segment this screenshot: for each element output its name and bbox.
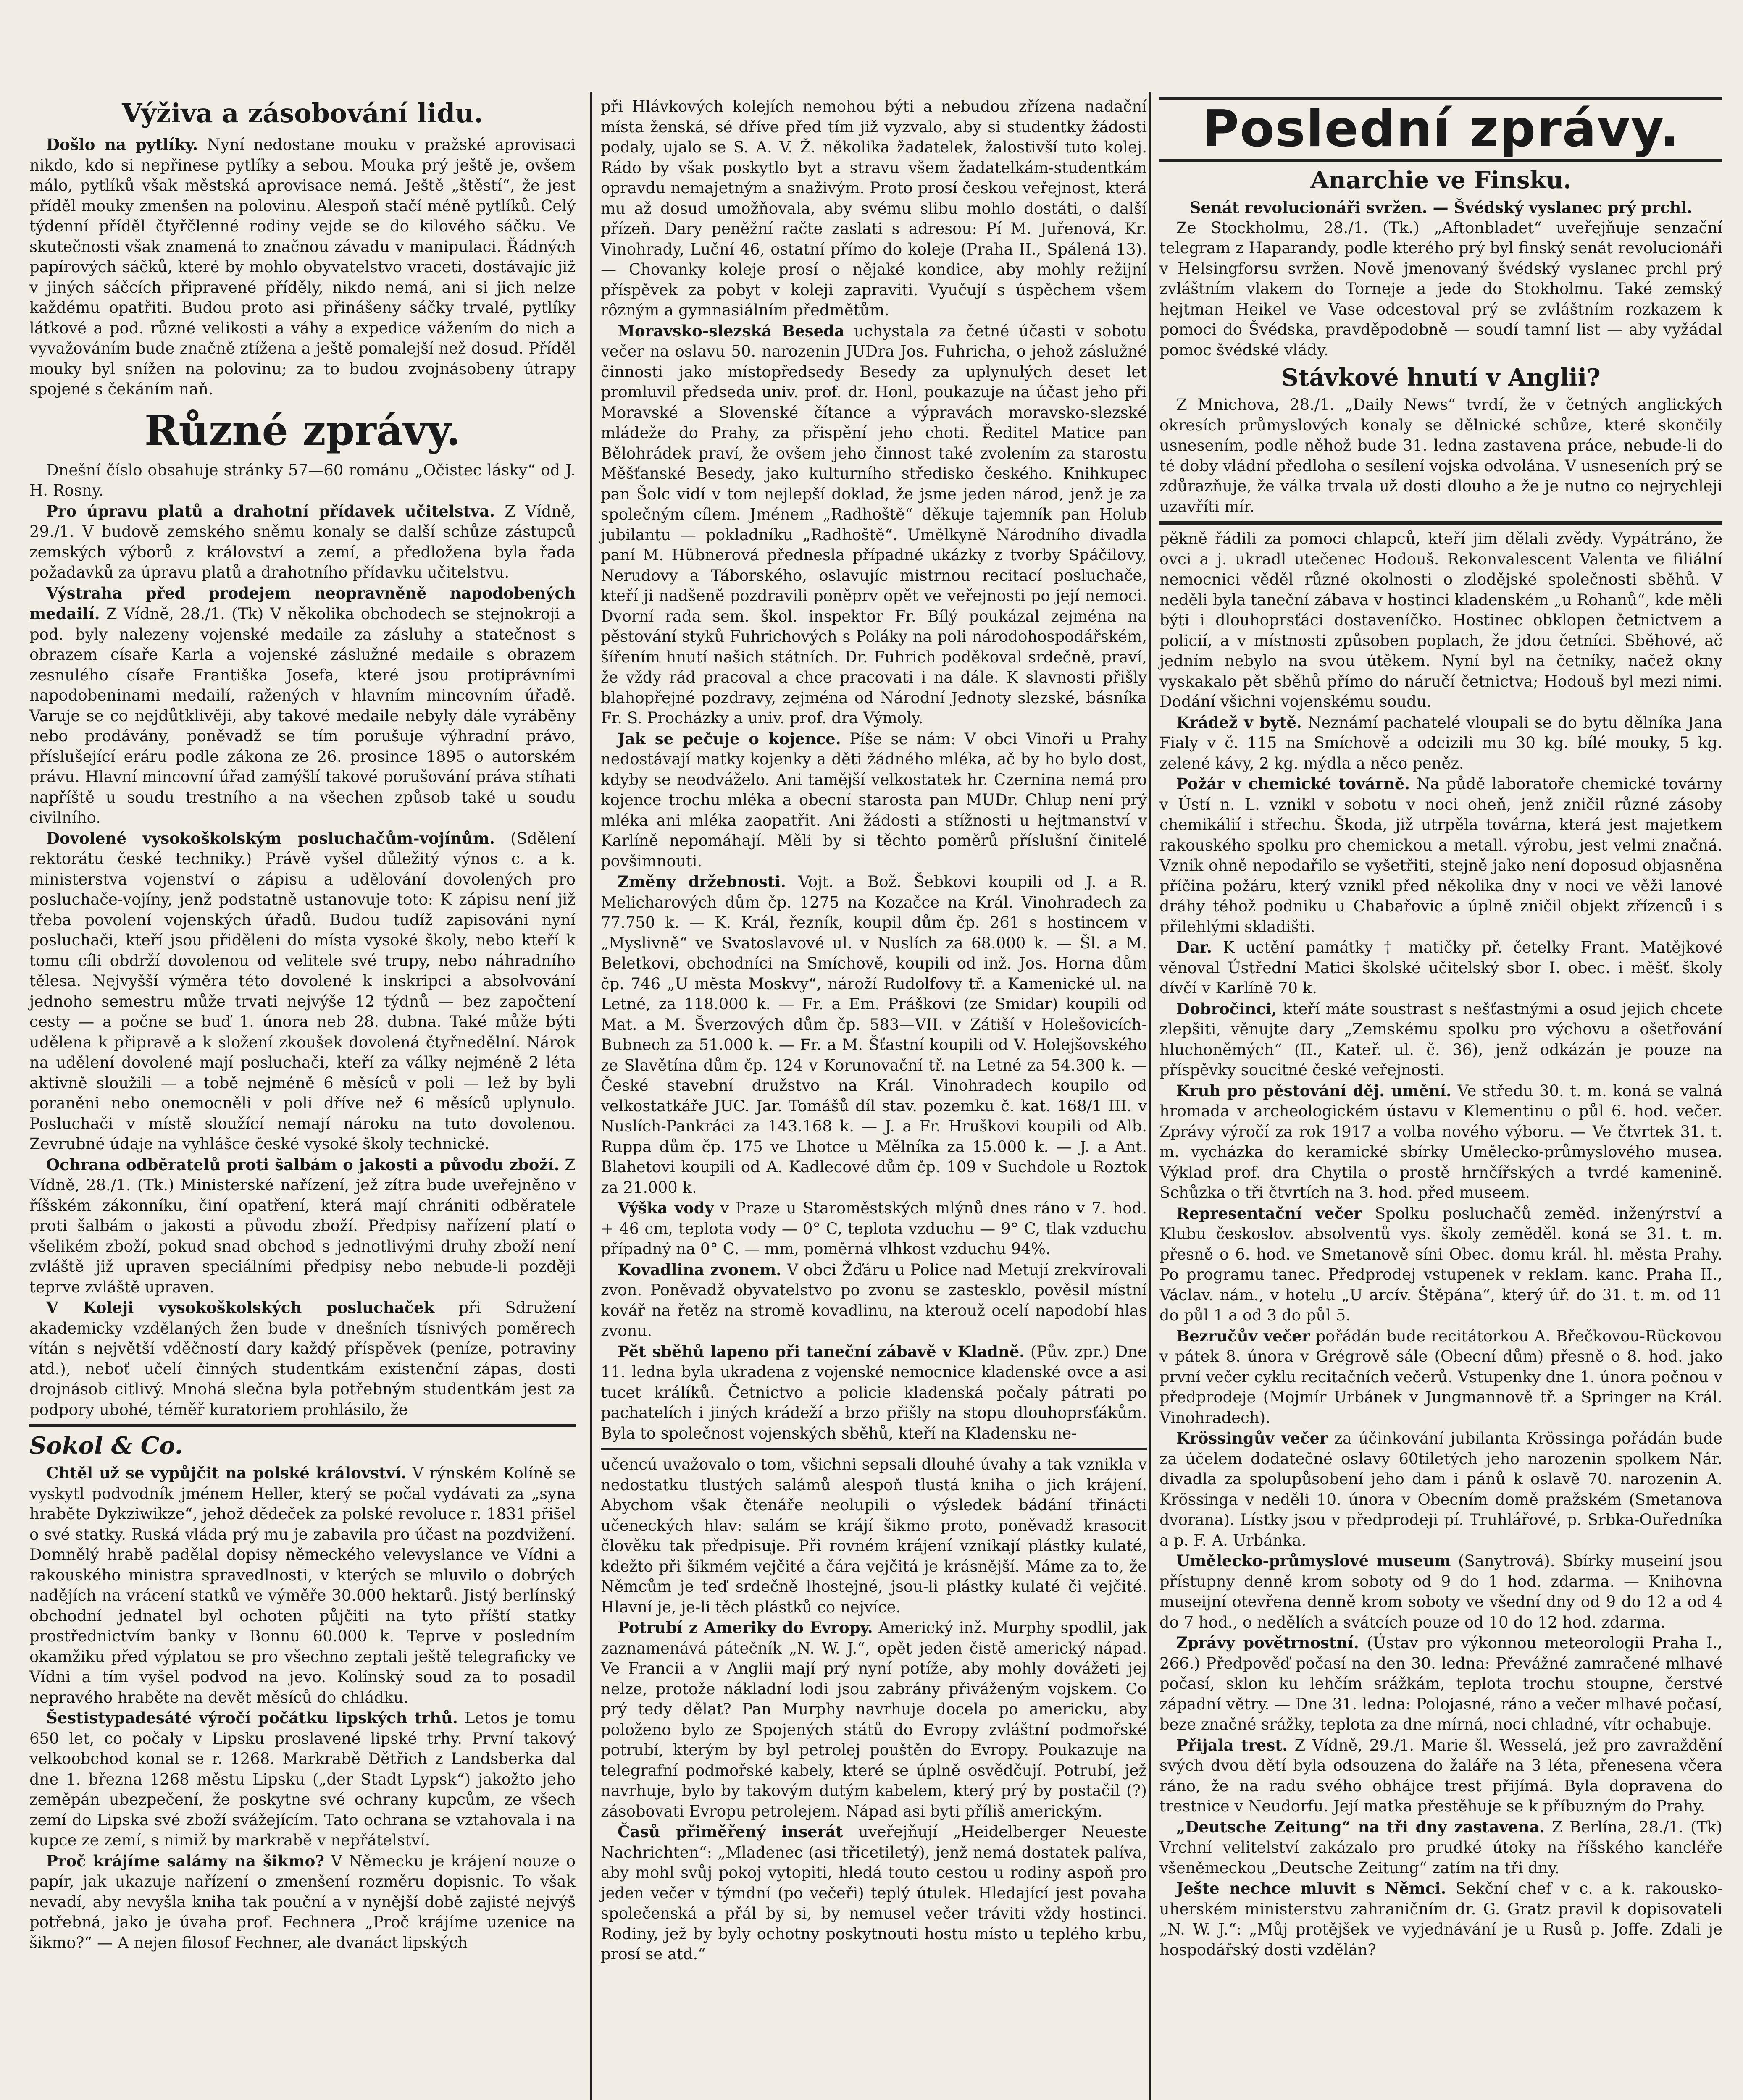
article-theft: Krádež v bytě. Neznámí pachatelé vloupali se do bytu dělníka Jana Fialy v č. 115 na Smíchově a odcizili mu 30 kg. bílé mouky, 5 kg. zelené kávy, 2 kg. mýdla a něco peněz.: [1159, 713, 1722, 772]
headline-england-strike: Stávkové hnutí v Anglii?: [1281, 364, 1601, 391]
article-student-leave: Dovolené vysokoškolským posluchačům-vojínům. (Sdělení rektorátu české techniky.) Právě vyšel důležitý výnos c. a k. ministerstva vojenství o zápisu a udělování dovolených pro posluchače-vojíny, jenž podstatně ustanovuje toto: K zápisu není již třeba povolení vojenských úřadů. Budou tudíž zapisováni nyní posluchači, kteří jsou přiděleni do místa vysoké školy, nebo kteří k tomu cíli obdrží dovolenou od velitele své trupy, nebo náhradního tělesa. Nejvyšší výměra této dovolené k inskripci a absolvování jednoho semestru může trvati nejvýše 12 týdnů — bez započtení cesty — a počne se buď 1. února neb 28. dubna. Také může býti udělena k připravě a k složení zkoušek dovolená čtyřnedělní. Nárok na udělení dovolené mají posluchači, kteří za války nejméně 2 léta aktivně sloužili — a tobě nejméně 6 měsíců v poli — lež by byli poraněni nebo onemocněli v poli dříve než 6 měsíců uplynulo. Posluchači v místě sloužící nemají nároku na tuto dovolenou. Zevrubné údaje na vyhlášce české vysoké školy technické.: [29, 829, 576, 1153]
article-water-level: Výška vody v Praze u Staroměstských mlýnů dnes ráno v 7. hod. + 46 cm, teplota vody — 0° C, teplota vzduchu — 9° C, tlak vzduchu případný na 0° C. — mm, poměrná vlhkost vzduchu 94%.: [601, 1199, 1147, 1258]
article-museum: Umělecko-průmyslové museum (Sanytrová). Sbírky museiní jsou přístupny denně krom soboty od 9 do 1 hod. zdarma. — Knihovna museijní otevřena denně krom soboty ve všední dny od 9 do 12 a od 4 do 7 hod., o nedělích a svátcích pouze od 10 do 12 hod. zdarma.: [1159, 1551, 1722, 1631]
section-title-sokol: Sokol & Co.: [29, 1432, 183, 1460]
intro-novel: Dnešní číslo obsahuje stránky 57—60 románu „Očistec lásky“ od J. H. Rosny.: [29, 461, 576, 499]
article-consumer-protection: Ochrana odběratelů proti šalbám o jakosti a původu zboží. Z Vídně, 28./1. (Tk.) Ministerské nařízení, jež zítra bude uveřejněno v říšském zákonníku, činí opatření, která mají chrániti odběratele proti šalbám o jakosti a původu zboží. Předpisy nařízení platí o všelikém zboží, pokud snad obchod s jednotlivými druhy zboží není zvláště již upraven speciálními předpisy nebo nebude-li později teprve zvláště upraven.: [29, 1155, 576, 1296]
article-pipeline: Potrubí z Ameriky do Evropy. Americký inž. Murphy spodlil, jak zaznamenává pátečník „N. W. J.“, opět jeden čistě americký nápad. Ve Francii a v Anglii mají prý nyní potíže, aby mohly dovážeti jej nelze, protože nákladní lodi jsou zabrány přiváženým vojskem. Co prý tedy dělat? Pan Murphy navrhuje docela po americku, aby položeno bylo ze Spojených států do Evropy zvláštní podmořské potrubí, kterým by byl petrolej pouštěn do Evropy. Poukazuje na telegrafní podmořské kabely, které se úplně osvědčují. Potrubí, jež navrhuje, bylo by takovým dutým kabelem, který prý by postačil (?) zásobovati Evropu petrolejem. Nápad asi byti příliš americkým.: [601, 1618, 1147, 1820]
article-deserters: Pět sběhů lapeno při taneční zábavě v Kladně. (Pův. zpr.) Dne 11. ledna byla ukradena z vojenské nemocnice kladenské ovce a asi tucet králíků. Četnictvo a policie kladenská počaly pátrati po pachatelích i jiných krádeží a brzo přišly na stopu dlouhoprsťákům. Byla to společnost vojenských sběhů, kteří na Kladensku ne-: [601, 1342, 1147, 1442]
article-salami: Proč krájíme salámy na šikmo? V Německu je krájení nouze o papír, jak ukazuje nařízení o zmenšení rozměru dopisnic. To však nevadí, aby nevyšla kniha tak pouční a v nynější době zajisté nejvýš potřebná, jako je úvaha prof. Fechnera „Proč krájíme uzenice na šikmo?“ — A nejen filosof Fechner, ale dvanáct lipských: [29, 1851, 576, 1952]
article-finland: Ze Stockholmu, 28./1. (Tk.) „Aftonbladet“ uveřejňuje senzační telegram z Haparandy, podle kterého prý byl finský senát revolucionáři v Helsingforsu svržen. Nově jmenovaný švédský vyslanec prchl prý zvláštním vlakem do Torneje a jede do Stokholmu. Také zemský hejtman Heikel ve Vase odcestoval prý se zvláštním rozkazem k pomoci do Švédska, pravděpodobně — soudí tamní list — aby vyžádal pomoc švédské vlády.: [1159, 218, 1722, 359]
latest-news-title: Poslední zprávy.: [1202, 100, 1680, 158]
headline-finland: Anarchie ve Finsku.: [1310, 166, 1572, 194]
divider: [601, 1448, 1147, 1450]
divider: [1159, 521, 1722, 525]
article-teachers: Pro úpravu platů a drahotní přídavek učitelstva. Z Vídně, 29./1. V budově zemského sněmu konaly se další schůze zástupců zemských výborů z království a zemí, a předložena byla řada požadavků za úpravu platů a drahotního přídavku učitelstvu.: [29, 501, 576, 581]
article-art-circle: Kruh pro pěstování děj. umění. Ve středu 30. t. m. koná se valná hromada v archeologickém ústavu v Klementinu o půl 6. hod. večer. Zprávy výročí za rok 1917 a volba nového výboru. — Ve čtvrtek 31. t. m. vycházka do keramické sbírky Umělecko-průmyslového musea. Výklad prof. dra Chytila o prostě hrnčířských a tvrdé kamenině. Schůzka o tři čtvrtích na 3. hod. před museem.: [1159, 1081, 1723, 1202]
article-factory-fire: Požár v chemické továrně. Na půdě laboratoře chemické továrny v Ústí n. L. vznikl v sobotu v noci oheň, jenž zničil různé zásoby chemikálií i střechu. Škoda, již utrpěla továrna, která jest majetkem rakouského spolku pro chemickou a metall. výrobu, jest velmi značná. Vznik ohně nepodařilo se vyšetřiti, stejně jako není doposud objasněna příčina požáru, který vznikl před několika dny v noci ve věži lanové dráhy téhož podniku u Chabařovic a úplně zničil objekt zřízenců i s přilehlými skladišti.: [1159, 774, 1722, 936]
article-krossing-evening: Krössingův večer za účinkování jubilanta Krössinga pořádán bude za účelem dodatečné oslavy 60tiletých jeho narozenin spolkem Nár. divadla za spolupůsobení jeho dam i pánů k oslavě 70. narozenin A. Krössinga v neděli 10. února v Obecním domě pražském (Smetanova dvorana). Lístky jsou v předprodeji pí. Truhlářové, p. Srbka-Ouředníka a p. F. A. Urbánka.: [1159, 1429, 1722, 1549]
article-representative-evening: Representační večer Spolku posluchačů zeměd. inženýrství a Klubu českoslov. absolventů vys. školy zeměděl. koná se 31. t. m. přesně o 6. hod. ve Smetanově síni Obec. domu král. hl. města Prahy. Po programu tanec. Předprodej vstupenek v reklam. kanc. Praha II., Václav. nám., v hotelu „U arcív. Štěpána“, který úř. do 31. t. m. od 11 do půl 1 a od 3 do půl 5.: [1159, 1204, 1722, 1324]
article-gratz: Ješte nechce mluvit s Němci. Sekční chef v c. a k. rakousko-uherském ministerstvu zahraničním dr. G. Gratz pravil k dopisovateli „N. W. J.“: „Můj protějšek ve vyjednávání je u Rusů p. Joffe. Zdali je hospodářský dosti vzdělán?: [1159, 1879, 1722, 1959]
article-charity: Dobročinci, kteří máte soustrast s nešťastnými a osud jejich chcete zlepšiti, věnujte dary „Zemskému spolku pro výchovu a ošetřování hluchoněmých“ (II., Kateř. ul. č. 36), jenž odkázán je pouze na příspěvky soucitné české veřejnosti.: [1159, 999, 1722, 1079]
article-fake-count: Chtěl už se vypůjčit na polské království. V rýnském Kolíně se vyskytl podvodník jménem Heller, který se počal vydávati za „syna hraběte Dykziwikze“, jehož dědeček za polské revoluce r. 1831 přišel o své statky. Ruská vláda prý mu je zabavila pro účast na pozdvižení. Domnělý hrabě padělal dopisy německého velevyslance ve Vídni a rakouského ministra spravedlnosti, v kterých se mluvilo o dobrých nadějích na vrácení statků ve výměře 30.000 hektarů. Jistý berlínský obchodní jednatel byl ochoten půjčiti na tyto příští statky prostřednictvím banky v Bonnu 60.000 k. Teprve v posledním okamžiku před výplatou se pro všechno zeptali ještě telegraficky ve Vídni a tím vyšel podvod na jevo. Kolínský soud za to posadil nepravého hraběte na devět měsíců do chládku.: [29, 1464, 576, 1706]
article-donation: Dar. K uctění památky † matičky př. četelky Frant. Matějkové věnoval Ústřední Matici školské učitelský sbor I. obec. i měšť. školy dívčí v Karlíně 70 k.: [1159, 938, 1722, 997]
section-title-various: Různé zprávy.: [144, 406, 461, 455]
article-advert: Časů přiměřený inserát uveřejňují „Heidelberger Neueste Nachrichten“: „Mladenec (asi třicetiletý), jenž nemá dostatek palíva, aby mohl svůj pokoj vytopiti, hledá touto cestou u rodiny aspoň pro jeden večer v týmdní (po večeři) teplý útulek. Hledající jest povaha společenská a přál by si, by nemusel večer tráviti vždy hostinci. Rodiny, jež by byly ochotny poskytnouti hostu místo u teplého krbu, prosí se atd.“: [601, 1822, 1147, 1963]
divider: [29, 1424, 576, 1427]
article-salami-cont: učencú uvažovalo o tom, všichni sepsali dlouhé úvahy a tak vznikla v nedostatku tlustých salámů alespoň tlustá kniha o jich krájení. Abychom však čtenáře neolupili o výsledek bádání třinácti učeneckých hlav: salám se krájí šikmo proto, poněvadž krasocit člověku tak předpisuje. Při rovném krájení vznikají plástky kulaté, kdežto při šikmém vejčité a čára vejčitá je krásnější. Máme za to, že Němcům je teď srdečně lhostejné, jsou-li plástky kulaté či vejčité. Hlavní je, je-li těch plástků co nejvíce.: [601, 1455, 1147, 1616]
article-student-college: V Koleji vysokoškolských posluchaček při Sdružení akademicky vzdělaných žen bude v dnešních tísnivých poměrech vítán s největší vděčností dary každý příspěvek (peníze, potraviny atd.), neboť učelí činných studentkám existenční zápas, dosti drojnásob citlivý. Mnohá slečna byla potřebným studentkám jest za podpory ubohé, téměř kuratoriem prohlásilo, že: [29, 1298, 576, 1419]
article-property-changes: Změny držebnosti. Vojt. a Bož. Šebkovi koupili od J. a R. Melicharových dům čp. 1275 na Kozačce na Král. Vinohradech za 77.750 k. — K. Král, řezník, koupil dům čp. 261 s hostincem v „Myslivně“ ve Svatoslavové ul. v Nuslích za 68.000 k. — Šl. a M. Beletkovi, obchodníci na Smíchově, koupili od inž. Jos. Horna dům čp. 746 „U města Moskvy“, nároží Rudolfovy tř. a Kamenické ul. na Letné, za 118.000 k. — Fr. a Em. Práškovi (ze Smidar) koupili od Mat. a M. Šverzových dům čp. 583—VII. v Zátiší v Holešovicích-Bubnech za 51.000 k. — Fr. a M. Šťastní koupili od V. Holejšovského ze Slavětína dům čp. 124 v Korunovační tř. na Letné za 54.300 k. — České stavební družstvo na Král. Vinohradech koupilo od velkostatkáře JUC. Jar. Tomášů díl stav. pozemku č. kat. 168/1 III. v Nuslích-Pankráci za 143.168 k. — J. a Fr. Hruškovi koupili od Alb. Ruppa dům čp. 175 ve Lhotce u Mělníka za 15.000 k. — J. a Ant. Blahetovi koupili od A. Kadlecové dům čp. 109 v Suchdole u Roztok za 21.000 k.: [601, 872, 1147, 1197]
subhead-finland: Senát revolucionáři svržen. — Švédský vyslanec prý prchl.: [1189, 198, 1693, 217]
article-england-strike: Z Mnichova, 28./1. „Daily News“ tvrdí, že v četných anglických okresích průmyslových konaly se dělnické schůze, které skončily usnesením, podle něhož bude 31. ledna zastavena práce, nebude-li do té doby vládní předloha o sesílení vojska odvolána. V usneseních prý se zdůrazňuje, že válka trvala už dosti dlouho a že je nutno co nejrychleji uzavříti mír.: [1159, 396, 1722, 516]
article-bezruc-evening: Bezručův večer pořádán bude recitátorkou A. Břečkovou-Rückovou v pátek 8. února v Grégrově sále (Obecní dům) přesně o 8. hod. jako první večer cyklu recitačních večerů. Vstupenky dne 1. února počnou v předprodeje (Mojmír Urbánek v Jungmannově tř. a Springer na Král. Vinohradech).: [1159, 1326, 1722, 1427]
article-deutsche-zeitung: „Deutsche Zeitung“ na tři dny zastavena. Z Berlína, 28./1. (Tk) Vrchní velitelství zakázalo pro prudké útoky na říšského kancléře všeněmeckou „Deutsche Zeitung“ zatím na tři dny.: [1159, 1817, 1722, 1877]
column-middle: [601, 97, 1147, 1965]
article-sentence: Přijala trest. Z Vídně, 29./1. Marie šl. Wesselá, jež pro zavraždění svých dvou dětí byla odsouzena do žaláře na 3 léta, přenesena včera ráno, že na radu svého obhájce trest přijímá. Byla dopravena do trestnice v Neudorfu. Její matka přestěhuje se k příbuzným do Prahy.: [1159, 1735, 1722, 1815]
article-leipzig-fairs: Šestistypadesáté výročí počátku lipských trhů. Letos je tomu 650 let, co počaly v Lipsku proslavené lipské trhy. První takový velkoobchod konal se r. 1268. Markrabě Dětřich z Landsberka dal dne 1. března 1268 městu Lipsku („der Stadt Lypsk“) jakožto jeho zeměpán ubezpečení, že poskytne své ochrany kupcům, ze všech zemí do Lipska své zboží svážejícím. Tato ochrana se vztahovala i na kupce ze zemí, s nimiž by markrabě v nepřátelství.: [29, 1709, 576, 1849]
article-deserters-cont: pěkně řádili za pomoci chlapců, kteří jim dělali zvědy. Vypátráno, že ovci a j. ukradl utečenec Hodouš. Rekonvalescent Valenta ve filiální nemocnici věděl různé okolnosti o zlodějské společnosti sběhů. V neděli byla taneční zábava v hostinci kladenském „u Rohanů“, kde měli býti i dlouhoprsťáci dostaveníčko. Hostinec obklopen četnictvem a policií, a v místnosti způsoben poplach, že jdou četníci. Sběhové, ač jedním nebylo na svou útěkem. Nyní byl na četníky, načež okny vyskakalo pět sběhů přímo do náručí četnictva; Hodouš byl mezi nimi. Dodání všichni vojenskému soudu.: [1159, 530, 1722, 711]
article-college-cont: při Hlávkových kolejích nemohou býti a nebudou zřízena nadační místa ženská, sé dříve před tím již vyzvalo, aby si studentky žádosti podaly, ujalo se S. A. V. Ž. několika žadatelek, žalostivší tuto kolej. Rádo by však poskytlo byt a stravu všem žadatelkám-studentkám opravdu nemajetným a snaživým. Proto prosí českou veřejnost, která mu až dosud umožňovala, aby svému slibu mohlo dostáti, o další přízeň. Dary peněžní račte zaslati s adresou: Pí M. Juřenová, Kr. Vinohrady, Luční 46, ostatní přímo do koleje (Praha II., Spálená 13). — Chovanky koleje prosí o nějaké kondice, aby mohly režijní příspěvek za pobyt v koleji zapraviti. Vyučují s úspěchem všem rôzným a gymnasiálním předmětům.: [601, 97, 1147, 319]
column-rule-2: [1149, 92, 1151, 2100]
article-moravian-beseda: Moravsko-slezská Beseda uchystala za četné účasti v sobotu večer na oslavu 50. narozenin JUDra Jos. Fuhricha, o jehož záslužné činnosti jako místopředsedy Besedy za uplynulých deset let promluvil předseda univ. prof. dr. Honl, poukazuje na účast jeho při Moravské a Slovenské čítance a výpravách moravsko-slezské mládeže do Prahy, za přispění jeho choti. Ředitel Matice pan Bělohrádek praví, že ovšem jeho činnost také zvolením za starostu Měšťanské Besedy, jako kulturního středisko českého. Knihkupec pan Šolc vidí v tom nejlepší doklad, že jsme jeden národ, jenž je za společným cílem. Jménem „Radhoště“ děkuje tajemník pan Holub jubilantu — pokladníku „Radhoště“. Umělkyně Národního divadla paní M. Hübnerová přednesla případné ukázky z tvorby Spáčilovy, Nerudovy a Táborského, oslavujíc mistrnou recitací posluchače, kteří ji nadšeně pozdravili poněprv opět ve veřejnosti po její nemoci. Dvorní rada sem. škol. inspektor Fr. Bílý poukázal zejména na pěstování styků Fuhrichových s Poláky na poli národohospodářském, šířením hnutí našich státních. Dr. Fuhrich poděkoval srdečně, praví, že vždy rád pracoval a chce pracovati i na dále. K slavnosti přišly blahopřejné pozdravy, zejména od Národní Jednoty slezské, básníka Fr. S. Procházky a univ. prof. dra Výmoly.: [601, 321, 1147, 727]
column-right: [1159, 97, 1722, 1960]
article-weather: Zprávy povětrnostní. (Ústav pro výkonnou meteorologii Praha I., 266.) Předpověď počasí na den 30. ledna: Převážné zamračené mlhavé počasí, sklon ku lehčím srážkám, teplota trochu stoupne, čerstvé západní větry. — Dne 31. ledna: Polojasné, ráno a večer mlhavé počasí, beze značné srážky, teplota za dne mírná, noci chladné, vítr ochabuje.: [1159, 1633, 1722, 1733]
column-left: [29, 97, 576, 1953]
article-flour-bags: Došlo na pytlíky. Nyní nedostane mouku v pražské aprovisaci nikdo, kdo si nepřinese pytlíky a sebou. Mouka prý ještě je, ovšem málo, pytlíků však městská aprovisace nemá. Ještě „štěstí“, že jest příděl mouky zmenšen na polovinu. Alespoň stačí méně pytlíků. Celý týdenní příděl čtyřčlenné rodiny vejde se do kilového sáčku. Ve skutečnosti však znamená to značnou závadu v manipulaci. Řádných papírových sáčků, které by mohlo obyvatelstvo vraceti, dostávajíc již v jiných sáčcích připravené příděly, nikdo nemá, ani si jich nelze každému opatřiti. Budou proto asi přinášeny sáčky trvalé, pytlíky látkové a pod. různé velikosti a váhy a expedice vážením do nich a vyvažováním bude značně ztížena a ještě pomalejší než dosud. Příděl mouky byl snížen na polovinu; za to budou zvojnásobeny útrapy spojené s čekáním naň.: [29, 135, 576, 398]
section-title-food: Výživa a zásobování lidu.: [122, 98, 483, 129]
column-rule-1: [590, 92, 592, 2100]
article-anvil-bell: Kovadlina zvonem. V obci Žďáru u Police nad Metují zrekvírovali zvon. Poněvadž obyvatelstvo po zvonu se zastesklo, pověsil místní kovář na řetěz na stromě kovadlinu, na kterouž ocelí napodobí hlas zvonu.: [601, 1260, 1147, 1340]
article-infants-milk: Jak se pečuje o kojence. Píše se nám: V obci Vinoři u Prahy nedostávají matky kojenky a děti žádného mléka, ač by ho bylo dost, kdyby se neodváželo. Ani tamější velkostatek hr. Czernina nemá pro kojence trochu mléka a obecní starosta pan MUDr. Chlup není prý mléka ani mléka zaopatřit. Ani žádosti a stížnosti u hejtmanství v Karlíně nepomáhají. Měli by si těchto poměrů příslušní činitelé povšimnouti.: [601, 729, 1147, 870]
latest-news-header-box: [1159, 97, 1722, 162]
article-medals: Výstraha před prodejem neopravněně napodobených medailí. Z Vídně, 28./1. (Tk) V několika obchodech se stejnokroji a pod. byly nalezeny vojenské medaile za zásluhy a statečnost s obrazem císaře Karla a vojenské záslužné medaile s obrazem zesnulého císaře Františka Josefa, které jsou protiprávními napodobeninami medailí, ražených v hlavním mincovním úřadě. Varuje se co nejdůtklivěji, aby takové medaile nebyly dále vyráběny nebo prodávány, poněvadž se tím porušuje výhradní právo, příslušející eráru podle zákona ze 26. prosince 1895 o autorském právu. Hlavní mincovní úřad zamýšlí takové porušování práva stíhati napříště u soudu trestního a na všechen způsob také u soudu civilního.: [29, 583, 576, 827]
